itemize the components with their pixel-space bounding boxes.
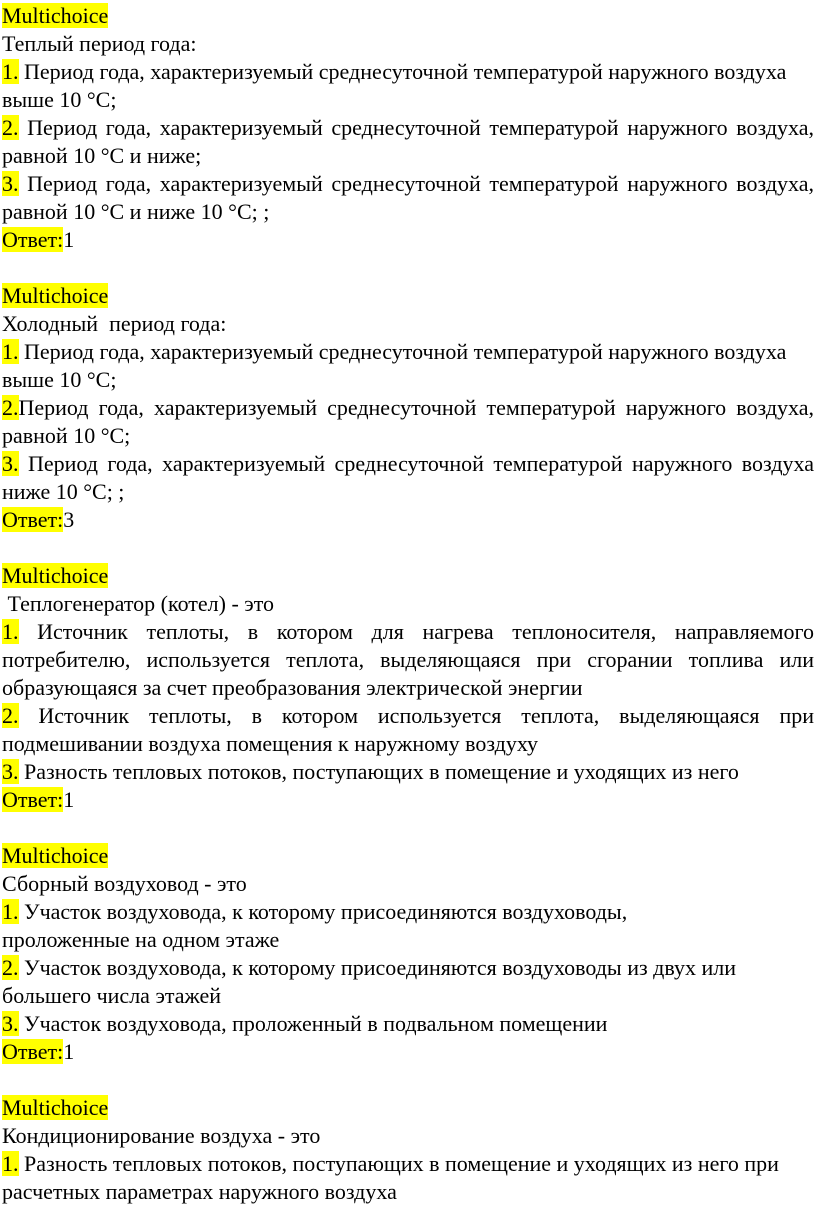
option-number: 3.: [2, 759, 19, 784]
option-text: Период года, характеризуемый среднесуточной температурой наружного воздуха, равной 10 °С и ниже 10 °С; ;: [2, 171, 814, 224]
option-2: [2, 702, 814, 758]
option-2: [2, 394, 814, 450]
option-3: [2, 758, 814, 786]
question-type-label: Multichoice: [2, 843, 109, 868]
option-3: [2, 1010, 814, 1038]
question-5: [2, 1094, 814, 1206]
option-text: Период года, характеризуемый среднесуточной температурой наружного воздуха выше 10 °С;: [2, 59, 787, 112]
question-type-label: Multichoice: [2, 283, 109, 308]
option-text: Участок воздуховода, проложенный в подвальном помещении: [18, 1011, 608, 1036]
question-3: [2, 562, 814, 814]
answer-line: [2, 786, 814, 814]
option-text: Разность тепловых потоков, поступающих в помещение и уходящих из него: [18, 759, 739, 784]
option-text: Источник теплоты, в котором используется теплота, выделяющаяся при подмешивании воздуха помещения к наружному воздуху: [2, 703, 814, 756]
question-prompt: Кондиционирование воздуха - это: [2, 1123, 321, 1148]
option-text: Период года, характеризуемый среднесуточной температурой наружного воздуха, равной 10 °С и ниже;: [2, 115, 814, 168]
option-number: 3.: [2, 1011, 19, 1036]
question-prompt: Теплый период года:: [2, 31, 197, 56]
answer-value: 3: [63, 507, 75, 532]
option-number: 2.: [2, 955, 19, 980]
question-1: [2, 2, 814, 254]
question-prompt: Теплогенератор (котел) - это: [2, 591, 275, 616]
answer-value: 1: [63, 1039, 75, 1064]
option-1: [2, 58, 792, 114]
option-number: 2.: [2, 395, 19, 420]
question-prompt: Сборный воздуховод - это: [2, 871, 247, 896]
answer-line: [2, 226, 814, 254]
question-type-label: Multichoice: [2, 563, 109, 588]
answer-label: Ответ:: [2, 787, 64, 812]
option-1: [2, 898, 722, 954]
option-text: Период года, характеризуемый среднесуточной температурой наружного воздуха выше 10 °С;: [2, 339, 787, 392]
option-number: 1.: [2, 899, 19, 924]
question-type-label: Multichoice: [2, 1095, 109, 1120]
question-4: [2, 842, 814, 1066]
question-2: [2, 282, 814, 534]
option-text: Разность тепловых потоков, поступающих в помещение и уходящих из него при расчетных параметрах наружного воздуха: [2, 1151, 779, 1204]
question-prompt: Холодный период года:: [2, 311, 227, 336]
option-text: Источник теплоты, в котором для нагрева теплоносителя, направляемого потребителю, используется теплота, выделяющаяся при сгорании топлива или образующаяся за счет преобразования электрической энергии: [2, 619, 814, 700]
option-text: Период года, характеризуемый среднесуточной температурой наружного воздуха ниже 10 °С; ;: [2, 451, 814, 504]
option-number: 2.: [2, 703, 19, 728]
answer-line: [2, 506, 814, 534]
answer-value: 1: [63, 227, 75, 252]
option-2: [2, 114, 814, 170]
option-number: 1.: [2, 619, 19, 644]
question-type-label: Multichoice: [2, 3, 109, 28]
option-number: 3.: [2, 451, 19, 476]
option-3: [2, 450, 814, 506]
option-number: 1.: [2, 59, 19, 84]
answer-label: Ответ:: [2, 227, 64, 252]
option-number: 2.: [2, 115, 19, 140]
answer-label: Ответ:: [2, 1039, 64, 1064]
answer-line: [2, 1038, 814, 1066]
option-3: [2, 170, 814, 226]
answer-value: 1: [63, 787, 75, 812]
answer-label: Ответ:: [2, 507, 64, 532]
option-1: [2, 338, 792, 394]
option-number: 3.: [2, 171, 19, 196]
option-text: Период года, характеризуемый среднесуточной температурой наружного воздуха, равной 10 °С;: [2, 395, 814, 448]
option-1: [2, 618, 814, 702]
option-text: Участок воздуховода, к которому присоединяются воздуховоды из двух или большего числа этажей: [2, 955, 737, 1008]
option-1: [2, 1150, 814, 1206]
option-number: 1.: [2, 339, 19, 364]
option-text: Участок воздуховода, к которому присоединяются воздуховоды, проложенные на одном этаже: [2, 899, 628, 952]
option-2: [2, 954, 814, 1010]
option-number: 1.: [2, 1151, 19, 1176]
